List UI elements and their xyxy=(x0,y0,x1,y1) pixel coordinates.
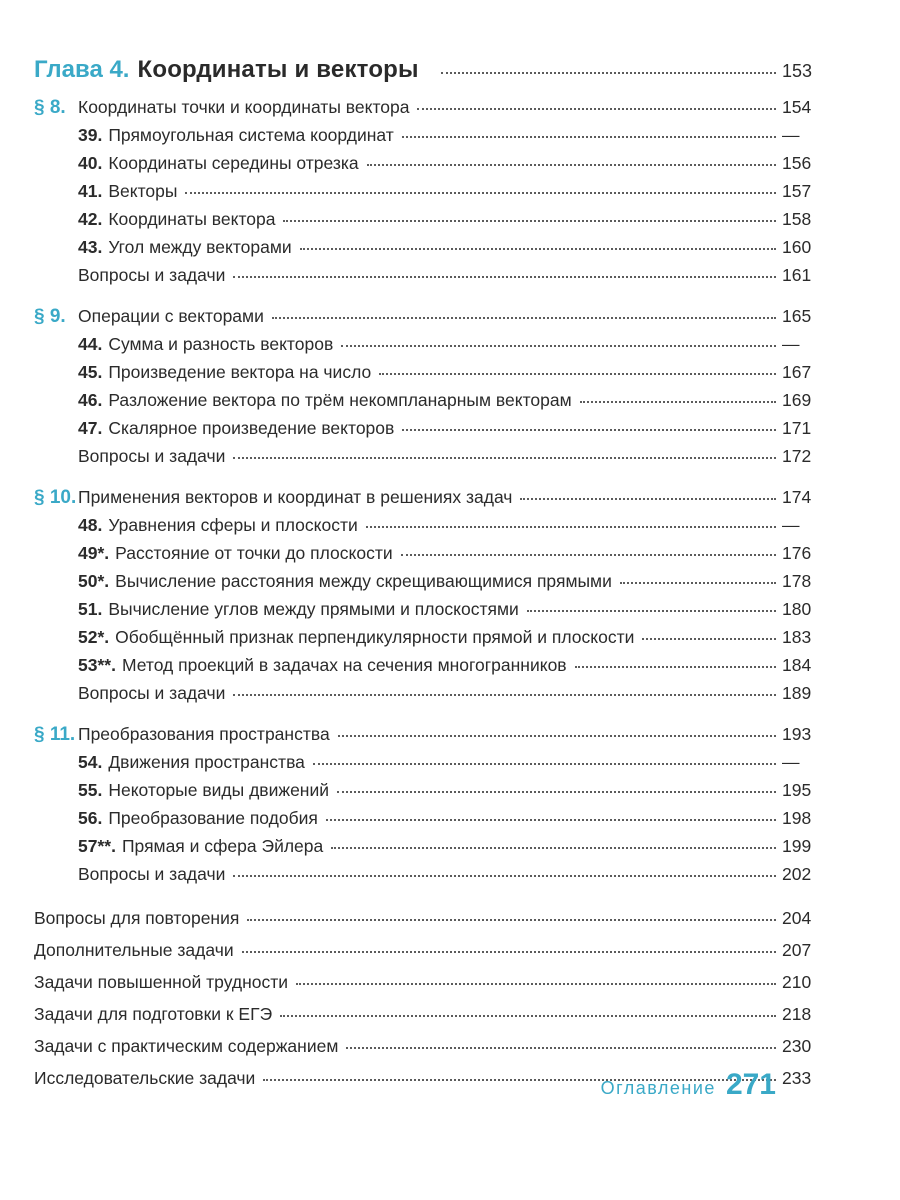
page-number: 210 xyxy=(782,972,812,992)
item-number: 43. xyxy=(78,237,103,257)
dot-leader xyxy=(402,429,776,431)
page-number: 207 xyxy=(782,940,812,960)
page-number: — xyxy=(782,334,800,354)
item-title: Прямая и сфера Эйлера xyxy=(121,836,324,856)
dot-leader xyxy=(575,666,776,668)
item-title: Произведение вектора на число xyxy=(108,362,372,382)
dot-leader xyxy=(331,847,776,849)
toc-item-row xyxy=(78,627,812,648)
section-row xyxy=(34,724,812,745)
dot-leader xyxy=(233,276,776,278)
dot-leader xyxy=(401,554,776,556)
item-number: 47. xyxy=(78,418,103,438)
section-row xyxy=(34,306,812,327)
dot-leader xyxy=(417,108,776,110)
page-number: 230 xyxy=(782,1036,812,1056)
dot-leader xyxy=(346,1047,776,1049)
item-number: 44. xyxy=(78,334,103,354)
page-number: 157 xyxy=(782,181,812,201)
toc-item-row xyxy=(78,334,800,355)
appendix-title: Вопросы для повторения xyxy=(34,908,240,928)
item-title: Вопросы и задачи xyxy=(78,683,226,703)
item-number: 54. xyxy=(78,752,103,772)
toc-item-row xyxy=(78,515,800,536)
item-number: 41. xyxy=(78,181,103,201)
dot-leader xyxy=(296,983,776,985)
item-number: 46. xyxy=(78,390,103,410)
section-title: Применения векторов и координат в решениях задач xyxy=(78,487,513,507)
item-number: 50*. xyxy=(78,571,110,591)
item-number: 42. xyxy=(78,209,103,229)
dot-leader xyxy=(338,735,776,737)
section-row xyxy=(34,487,812,508)
dot-leader xyxy=(367,164,776,166)
page-number: 198 xyxy=(782,808,812,828)
appendix-row xyxy=(34,1036,812,1057)
section-row xyxy=(34,97,812,118)
item-title: Векторы xyxy=(108,181,178,201)
page-number: 199 xyxy=(782,836,812,856)
item-title: Вычисление углов между прямыми и плоскостями xyxy=(108,599,519,619)
toc-item-row xyxy=(78,153,812,174)
item-title: Движения пространства xyxy=(108,752,305,772)
toc-item-row xyxy=(78,390,812,411)
dot-leader xyxy=(402,136,776,138)
item-title: Сумма и разность векторов xyxy=(108,334,334,354)
toc-item-row xyxy=(78,181,812,202)
item-title: Скалярное произведение векторов xyxy=(108,418,395,438)
dot-leader xyxy=(580,401,776,403)
toc-item-row xyxy=(78,237,812,258)
dot-leader xyxy=(300,248,776,250)
dot-leader xyxy=(242,951,776,953)
item-number: 52*. xyxy=(78,627,110,647)
dot-leader xyxy=(642,638,776,640)
item-title: Вопросы и задачи xyxy=(78,446,226,466)
questions-row xyxy=(78,265,812,286)
page-number: 153 xyxy=(782,61,813,81)
item-title: Угол между векторами xyxy=(108,237,292,257)
dot-leader xyxy=(520,498,776,500)
page-number: 178 xyxy=(782,571,812,591)
appendix-row xyxy=(34,972,812,993)
dot-leader xyxy=(233,457,776,459)
toc-item-row xyxy=(78,571,812,592)
section-mark: § 11. xyxy=(34,724,76,745)
appendix-title: Исследовательские задачи xyxy=(34,1068,256,1088)
footer-label: Оглавление xyxy=(600,1078,716,1098)
toc-item-row xyxy=(78,418,812,439)
appendix-row xyxy=(34,940,812,961)
questions-row xyxy=(78,683,812,704)
appendix-title: Задачи для подготовки к ЕГЭ xyxy=(34,1004,273,1024)
page-number: 172 xyxy=(782,446,812,466)
toc-item-row xyxy=(78,543,812,564)
toc-item-row xyxy=(78,780,812,801)
dot-leader xyxy=(272,317,776,319)
toc-item-row xyxy=(78,752,800,773)
dot-leader xyxy=(366,526,776,528)
appendix-row xyxy=(34,908,812,929)
toc-item-row xyxy=(78,209,812,230)
section-mark: § 9. xyxy=(34,306,66,327)
section-title: Преобразования пространства xyxy=(78,724,330,744)
footer-page-number: 271 xyxy=(725,1068,776,1101)
page-number: 183 xyxy=(782,627,812,647)
item-title: Некоторые виды движений xyxy=(108,780,330,800)
page-number: 167 xyxy=(782,362,812,382)
item-number: 45. xyxy=(78,362,103,382)
toc-item-row xyxy=(78,599,812,620)
appendix-row xyxy=(34,1004,812,1025)
page-number: 176 xyxy=(782,543,812,563)
page-number: 174 xyxy=(782,487,812,507)
dot-leader xyxy=(441,72,776,74)
page-number: 233 xyxy=(782,1068,812,1088)
item-number: 55. xyxy=(78,780,103,800)
page-number: — xyxy=(782,515,800,535)
page-number: — xyxy=(782,125,800,145)
item-number: 57**. xyxy=(78,836,116,856)
page-number: 180 xyxy=(782,599,812,619)
item-title: Разложение вектора по трём некомпланарным векторам xyxy=(108,390,572,410)
chapter-label: Глава 4. xyxy=(34,56,130,83)
appendix-title: Задачи с практическим содержанием xyxy=(34,1036,339,1056)
toc-item-row xyxy=(78,808,812,829)
page-number: 202 xyxy=(782,864,812,884)
dot-leader xyxy=(185,192,776,194)
toc-item-row xyxy=(78,655,812,676)
item-title: Вопросы и задачи xyxy=(78,265,226,285)
page-number: 204 xyxy=(782,908,812,928)
page-number: 171 xyxy=(782,418,812,438)
chapter-title: Координаты и векторы xyxy=(137,56,419,83)
section-mark: § 8. xyxy=(34,97,66,118)
item-number: 49*. xyxy=(78,543,110,563)
dot-leader xyxy=(379,373,776,375)
section-title: Координаты точки и координаты вектора xyxy=(78,97,410,117)
page-number: 161 xyxy=(782,265,812,285)
page-number: 193 xyxy=(782,724,812,744)
page-number: 189 xyxy=(782,683,812,703)
page-number: — xyxy=(782,752,800,772)
dot-leader xyxy=(283,220,776,222)
item-title: Преобразование подобия xyxy=(108,808,318,828)
appendix-title: Дополнительные задачи xyxy=(34,940,234,960)
page-number: 156 xyxy=(782,153,812,173)
page-number: 169 xyxy=(782,390,812,410)
toc-item-row xyxy=(78,125,800,146)
item-number: 39. xyxy=(78,125,103,145)
dot-leader xyxy=(233,694,776,696)
page-number: 160 xyxy=(782,237,812,257)
questions-row xyxy=(78,446,812,467)
dot-leader xyxy=(337,791,776,793)
section-mark: § 10. xyxy=(34,487,77,508)
item-title: Вопросы и задачи xyxy=(78,864,226,884)
item-title: Координаты вектора xyxy=(108,209,276,229)
chapter-heading xyxy=(34,56,813,84)
section-title: Операции с векторами xyxy=(78,306,264,326)
item-number: 53**. xyxy=(78,655,116,675)
item-title: Обобщённый признак перпендикулярности прямой и плоскости xyxy=(115,627,635,647)
dot-leader xyxy=(233,875,776,877)
dot-leader xyxy=(620,582,776,584)
appendix-title: Задачи повышенной трудности xyxy=(34,972,289,992)
page-number: 195 xyxy=(782,780,812,800)
item-title: Расстояние от точки до плоскости xyxy=(115,543,393,563)
item-number: 51. xyxy=(78,599,103,619)
page-number: 184 xyxy=(782,655,812,675)
dot-leader xyxy=(247,919,776,921)
item-title: Метод проекций в задачах на сечения многогранников xyxy=(121,655,567,675)
item-title: Координаты середины отрезка xyxy=(108,153,359,173)
dot-leader xyxy=(341,345,776,347)
page-number: 218 xyxy=(782,1004,812,1024)
item-title: Прямоугольная система координат xyxy=(108,125,394,145)
page-number: 165 xyxy=(782,306,812,326)
dot-leader xyxy=(280,1015,776,1017)
item-number: 40. xyxy=(78,153,103,173)
dot-leader xyxy=(527,610,776,612)
page-footer xyxy=(601,1068,776,1102)
item-number: 48. xyxy=(78,515,103,535)
toc-item-row xyxy=(78,362,812,383)
questions-row xyxy=(78,864,812,885)
page-number: 154 xyxy=(782,97,812,117)
item-title: Вычисление расстояния между скрещивающимися прямыми xyxy=(115,571,612,591)
page-number: 158 xyxy=(782,209,812,229)
dot-leader xyxy=(313,763,776,765)
item-number: 56. xyxy=(78,808,103,828)
item-title: Уравнения сферы и плоскости xyxy=(108,515,358,535)
dot-leader xyxy=(326,819,776,821)
toc-item-row xyxy=(78,836,812,857)
